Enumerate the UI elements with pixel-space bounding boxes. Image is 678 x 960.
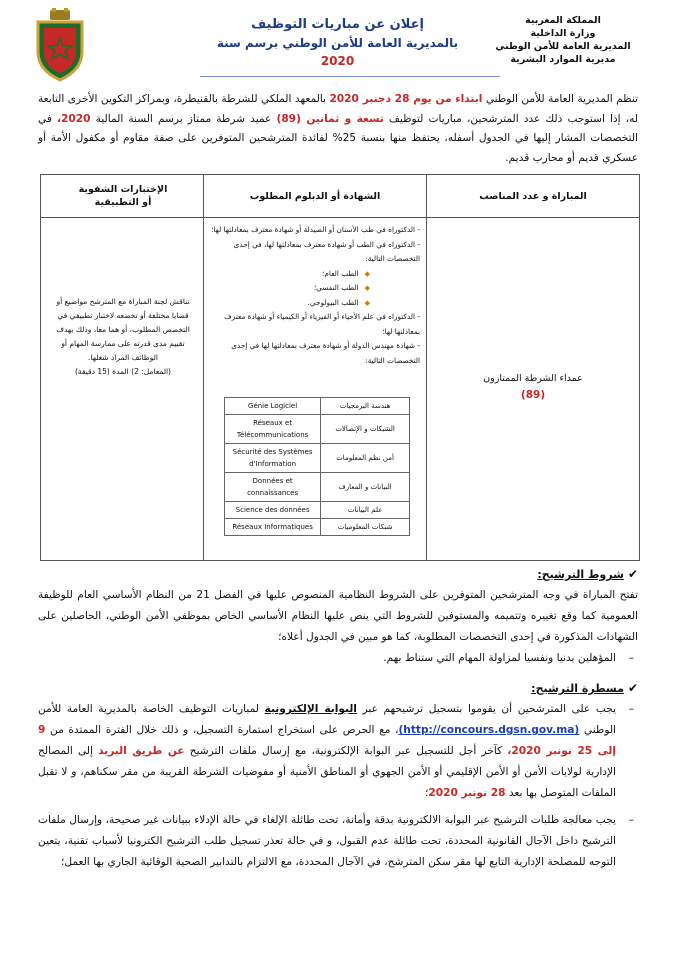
diploma-medicine: - الدكتوراه في الطب أو شهادة معترف بمعادلتها لها، في إحدى التخصصات التالية: — [233, 239, 420, 263]
post-count: (89) — [520, 389, 546, 401]
specialty-item — [210, 267, 420, 282]
oral-test-description — [49, 295, 197, 379]
heading-divider — [200, 76, 500, 77]
post-cell — [427, 371, 639, 403]
issuer-line-hr: مديرية الموارد البشرية — [510, 54, 616, 65]
checkmark-icon: ✔ — [627, 681, 638, 695]
procedure-title: مسطرة الترشيح: — [531, 682, 624, 695]
conditions-section — [38, 564, 638, 669]
specialty-ar: الشبكات و الإتصالات — [321, 415, 410, 444]
specialty-item — [210, 281, 420, 296]
header-diploma: الشهادة أو الدبلوم المطلوب — [204, 175, 426, 218]
header-oral-line2: أو التطبيقية — [94, 197, 152, 208]
conditions-title: شروط الترشيح: — [537, 568, 624, 581]
procedure-text-f: ؛ — [424, 787, 429, 799]
registration-period: 9 إلى 25 نونبر 2020، — [38, 724, 616, 757]
subtitle-year: 2020 — [320, 54, 355, 68]
procedure-text-c: ، مع الحرص على استخراج استمارة التسجيل، و ذلك خلال الفترة الممتدة من — [50, 724, 399, 736]
announcement-subtitle — [205, 34, 470, 70]
specialty-label: الطب النفسي؛ — [313, 283, 359, 292]
procedure-bullet-processing: – يجب معالجة طلبات الترشيح عبر البوابة الالكترونية بدقة وأمانة، تحت طائلة الإلغاء في حالة الإدلاء ببيانات غير صحيحة، وإرسال ملفات الترشيح داخل الآجال القانونية المحددة، تحت طائلة عدم القبول، و في حالة تعذر تسجيل طلب الترشيح الكترونيا لأسباب تقنية، يتعين التوجه للمصلحة الإدارية التابع لها مقر سكن المترشح، في الآجال المحددة، مع الالتزام بالتدابير الصحية الوقائية الجاري بها العمل؛ — [38, 810, 638, 873]
procedure-text-b: لمباريات التوظيف الخاصة بالمديرية العامة للأمن الوطني — [38, 703, 616, 736]
procedure-bullet-registration — [38, 699, 638, 804]
diamond-bullet-icon: ◆ — [364, 284, 370, 292]
header-oral-line1: الإختبارات الشفوية — [78, 184, 168, 195]
subtitle-text: بالمديرية العامة للأمن الوطني برسم سنة — [216, 36, 459, 50]
procedure-text-d: كآخر أجل للتسجيل عبر البوابة الإلكترونية، مع إرسال ملفات الترشيح — [189, 745, 503, 757]
column-diploma — [203, 175, 427, 560]
conditions-paragraph: تفتح المباراة في وجه المترشحين المتوفرين على الشروط النظامية المنصوص عليها في الفصل 21 من النظام الأساسي العام للوظيفة العمومية كما وقع تغييره وتتميمه والمستوفين للشروط التي ينص عليها النظام الأساسي الخاص بموظفي الأمن الوطني، الحاصلين على الشهادات المذكورة في إحدى التخصصات المطلوبة، كما هو مبين في الجدول أعلاه؛ — [38, 589, 638, 643]
specialty-label: الطب العام؛ — [322, 268, 359, 278]
oral-test-coefficient: (المعامل: 2) المدة (15 دقيقة) — [74, 367, 171, 376]
checkmark-icon: ✔ — [627, 567, 638, 581]
table-row — [225, 502, 410, 519]
portal-link[interactable]: البوابة الإلكترونية — [264, 703, 357, 715]
intro-paragraph — [38, 90, 638, 168]
procedure-text-a: يجب على المترشحين أن يقوموا بتسجيل ترشيحهم عبر — [362, 703, 617, 715]
post-name: عمداء الشرطة الممتازون — [483, 373, 583, 384]
by-post-highlight: عن طريق البريد — [98, 745, 185, 757]
intro-start-date: ابتداء من يوم 28 دجنبر 2020 — [329, 93, 483, 105]
diamond-bullet-icon: ◆ — [364, 298, 370, 307]
oral-test-text: تناقش لجنة المباراة مع المترشح مواضيع أو قضايا مختلفة أو تخضعه لاختبار تطبيقي في التخصص المطلوب، أو هما معا، وذلك بهدف تقييم مدى قدرته على ممارسة المهام أو الوظائف المراد شغلها. — [56, 297, 190, 362]
table-row — [225, 519, 410, 536]
specialty-fr: Science des données — [225, 502, 321, 519]
intro-text-4: في التخصصات المشار إليها في الجدول أسفله، يحتفظ منها بنسبة 25% لفائدة المترشحين المتوفرين على صفة مقاوم أو مكفول الأمة أو عسكري قديم أو محارب قديم. — [38, 112, 638, 164]
concours-url-link[interactable]: (http://concours.dgsn.gov.ma) — [398, 724, 580, 736]
procedure-heading — [38, 678, 638, 699]
police-emblem-icon — [32, 8, 88, 82]
intro-text-1: تنظم المديرية العامة للأمن الوطني — [485, 93, 638, 105]
announcement-title: إعلان عن مباريات التوظيف — [251, 17, 424, 32]
conditions-heading — [38, 564, 638, 585]
header-oral-tests — [41, 175, 205, 218]
specialty-ar: علم البيانات — [321, 502, 410, 519]
column-post — [427, 175, 639, 560]
issuer-line-ministry: وزارة الداخلية — [530, 28, 596, 39]
intro-post-count: تسعة و ثمانين (89) — [276, 112, 384, 125]
announcement-heading — [205, 16, 470, 70]
issuer-line-kingdom: المملكة المغربية — [525, 15, 601, 26]
specialty-ar: شبكات المعلوميات — [321, 519, 410, 536]
diploma-engineer: - شهادة مهندس الدولة أو شهادة معترف بمعادلتها لها في إحدى التخصصات التالية: — [231, 341, 420, 365]
diploma-science: - الدكتوراه في علم الأحياء أو الفيزياء أو الكيمياء أو شهادة معترف بمعادلتها لها؛ — [224, 312, 420, 336]
specialty-item — [210, 296, 420, 311]
specialty-fr: Sécurité des Systèmes d'Information — [225, 444, 321, 473]
specialty-fr: Réseaux Informatiques — [225, 519, 321, 536]
header-post: المباراة و عدد المناصب — [427, 175, 639, 218]
specialty-ar: البيانات و المعارف — [321, 473, 410, 502]
table-row — [225, 398, 410, 415]
intro-fiscal-year: 2020، — [57, 112, 91, 125]
procedure-section — [38, 678, 638, 873]
specialty-ar: أمن نظم المعلومات — [321, 444, 410, 473]
file-deadline: 28 نونبر 2020 — [428, 787, 506, 799]
table-row — [225, 415, 410, 444]
table-row — [225, 444, 410, 473]
specialty-ar: هندسة البرمجيات — [321, 398, 410, 415]
issuer-block — [488, 14, 638, 66]
conditions-bullet: – المؤهلين بدنيا ونفسيا لمزاولة المهام التي ستناط بهم. — [38, 648, 638, 669]
intro-text-2: بالمعهد الملكي للشرطة بالقنيطرة، وبمراكز التكوين الأخرى التابعة له، إذا استوجب ذلك عدد المترشحين، مباريات لتوظيف — [38, 93, 639, 125]
diamond-bullet-icon: ◆ — [364, 269, 370, 278]
engineering-specialties-table — [224, 397, 410, 536]
intro-text-3: عميد شرطة ممتاز برسم السنة المالية — [95, 112, 272, 125]
table-row — [225, 473, 410, 502]
diploma-list — [210, 223, 420, 368]
issuer-line-dgsn: المديرية العامة للأمن الوطني — [495, 41, 631, 52]
diploma-dentistry: - الدكتوراه في طب الأسنان أو الصيدلة أو شهادة معترف بمعادلتها لها؛ — [211, 225, 420, 234]
column-oral-tests — [41, 175, 205, 560]
specialty-fr: Données et connaissances — [225, 473, 321, 502]
procedure-text-e: إلى المصالح الإدارية لولايات الأمن أو الأمن الإقليمي أو الأمن الجهوي أو المناطق الأمنية أو مفوضيات الشرطة القريبة من مقر سكناهم، و لا تقبل الملفات المتوصل بها بعد — [38, 745, 616, 799]
specialty-fr: Génie Logiciel — [225, 398, 321, 415]
specialty-label: الطب البيولوجي. — [307, 297, 359, 307]
positions-table — [40, 174, 640, 561]
specialty-fr: Réseaux et Télécommunications — [225, 415, 321, 444]
